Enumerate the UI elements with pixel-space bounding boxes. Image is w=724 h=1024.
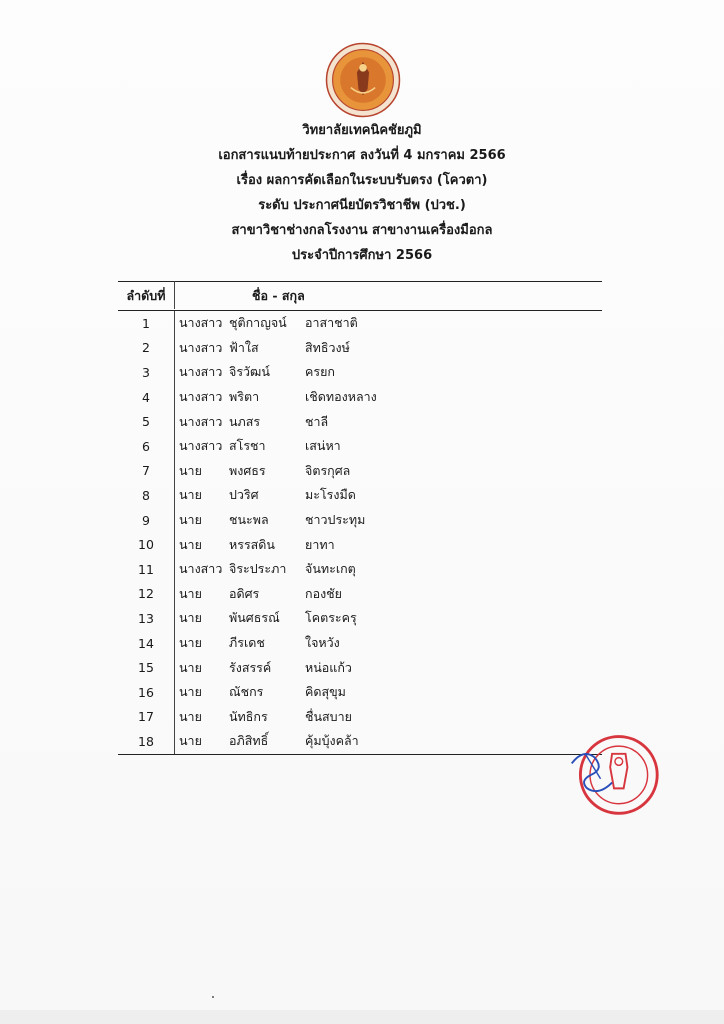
row-number: 4: [142, 389, 150, 405]
program-line: สาขาวิชาช่างกลโรงงาน สาขางานเครื่องมือกล: [231, 223, 493, 238]
row-number: 14: [138, 635, 154, 651]
row-first-name: นัทธิกร: [229, 708, 268, 724]
row-number: 16: [138, 684, 154, 700]
row-number: 3: [142, 364, 150, 380]
row-first-name: พันศธรณ์: [229, 610, 280, 626]
row-name-cell: [174, 508, 602, 533]
college-name: วิทยาลัยเทคนิคชัยภูมิ: [302, 123, 422, 138]
subject-line: เรื่อง ผลการคัดเลือกในระบบรับตรง (โควตา): [236, 173, 488, 188]
row-number: 9: [142, 512, 150, 528]
level-line: ระดับ ประกาศนียบัตรวิชาชีพ (ปวช.): [258, 198, 466, 213]
scan-bottom-edge: [0, 1010, 724, 1024]
college-seal-icon: [325, 42, 401, 118]
row-last-name: เสน่หา: [305, 438, 341, 454]
row-name-cell: [174, 409, 602, 434]
row-first-name: ฟ้าใส: [229, 339, 259, 355]
row-first-name: จิรวัฒน์: [229, 364, 270, 380]
row-title: นาย: [179, 733, 202, 749]
row-title: นาย: [179, 610, 202, 626]
row-name-cell: [174, 631, 602, 656]
row-last-name: ชาวประทุม: [305, 512, 366, 528]
row-number: 6: [142, 438, 150, 454]
row-name-cell: [174, 729, 602, 754]
table-row: [118, 360, 602, 385]
row-first-name: ชนะพล: [229, 512, 269, 528]
row-last-name: ชาลี: [305, 413, 329, 429]
row-number: 10: [138, 537, 154, 553]
row-title: นาย: [179, 659, 202, 675]
table-row: [118, 336, 602, 361]
row-number: 8: [142, 487, 150, 503]
row-name-cell: [174, 655, 602, 680]
row-last-name: คิดสุขุม: [305, 684, 346, 700]
row-last-name: จิตรกุศล: [305, 462, 351, 478]
row-last-name: มะโรงมืด: [305, 487, 356, 503]
table-row: [118, 508, 602, 533]
row-number: 2: [142, 340, 150, 356]
row-first-name: รังสรรค์: [229, 659, 272, 675]
row-number: 7: [142, 463, 150, 479]
row-number: 5: [142, 414, 150, 430]
table-row: [118, 582, 602, 607]
row-title: นางสาว: [179, 389, 223, 405]
table-row: [118, 631, 602, 656]
row-number: 17: [138, 709, 154, 725]
row-first-name: พงศธร: [229, 462, 266, 478]
row-last-name: ชื่นสบาย: [305, 708, 352, 724]
row-last-name: หน่อแก้ว: [305, 659, 352, 675]
row-title: นาย: [179, 462, 202, 478]
row-first-name: อดิศร: [229, 585, 260, 601]
table-row: [118, 483, 602, 508]
row-name-cell: [174, 385, 602, 410]
row-first-name: ณัชกร: [229, 684, 264, 700]
table-row: [118, 311, 602, 336]
row-title: นางสาว: [179, 561, 223, 577]
row-number: 15: [138, 660, 154, 676]
row-name-cell: [174, 434, 602, 459]
row-title: นางสาว: [179, 438, 223, 454]
row-name-cell: [174, 582, 602, 607]
row-name-cell: [174, 705, 602, 730]
table-row: [118, 680, 602, 705]
row-name-cell: [174, 680, 602, 705]
column-header-no: ลำดับที่: [126, 288, 166, 303]
table-row: [118, 532, 602, 557]
row-first-name: สโรชา: [229, 438, 266, 454]
row-title: นางสาว: [179, 364, 223, 380]
table-row: [118, 385, 602, 410]
row-title: นาย: [179, 585, 202, 601]
row-last-name: คุ้มบุ้งคล้า: [305, 733, 359, 749]
row-name-cell: [174, 557, 602, 582]
row-title: นาย: [179, 512, 202, 528]
row-first-name: ชุติกาญจน์: [229, 315, 287, 331]
table-row: [118, 729, 602, 755]
row-last-name: จันทะเกตุ: [305, 561, 356, 577]
announcement-attachment: เอกสารแนบท้ายประกาศ ลงวันที่ 4 มกราคม 2566: [218, 148, 506, 163]
row-title: นาย: [179, 487, 202, 503]
row-first-name: จิระประภา: [229, 561, 287, 577]
row-title: นางสาว: [179, 339, 223, 355]
row-last-name: ยาทา: [305, 536, 335, 552]
row-number: 13: [138, 610, 154, 626]
row-name-cell: [174, 360, 602, 385]
row-title: นางสาว: [179, 315, 223, 331]
row-number: 11: [138, 561, 154, 577]
row-last-name: อาสาชาติ: [305, 315, 358, 331]
row-name-cell: [174, 311, 602, 336]
row-first-name: พริตา: [229, 389, 260, 405]
row-last-name: เชิดทองหลาง: [305, 389, 377, 405]
row-title: นางสาว: [179, 413, 223, 429]
row-last-name: สิทธิวงษ์: [305, 339, 350, 355]
table-row: [118, 557, 602, 582]
row-name-cell: [174, 336, 602, 361]
academic-year-line: ประจำปีการศึกษา 2566: [291, 248, 433, 263]
table-row: [118, 705, 602, 730]
row-first-name: นภสร: [229, 413, 261, 429]
document-header: [120, 118, 604, 268]
row-number: 1: [142, 315, 150, 331]
table-row: [118, 606, 602, 631]
header-divider: [174, 281, 175, 309]
row-first-name: ภีรเดช: [229, 635, 265, 651]
row-title: นาย: [179, 708, 202, 724]
table-body: [118, 311, 602, 755]
row-last-name: ใจหวัง: [305, 635, 340, 651]
row-first-name: หรรสดิน: [229, 536, 275, 552]
row-number: 12: [138, 586, 154, 602]
row-name-cell: [174, 483, 602, 508]
row-title: นาย: [179, 684, 202, 700]
row-first-name: อภิสิทธิ์: [229, 733, 269, 749]
row-name-cell: [174, 532, 602, 557]
table-row: [118, 434, 602, 459]
table-row: [118, 459, 602, 484]
scan-speck: [212, 996, 214, 998]
official-stamp-icon: [566, 725, 662, 821]
table-row: [118, 655, 602, 680]
row-last-name: ครยก: [305, 364, 335, 380]
row-last-name: กองชัย: [305, 585, 342, 601]
row-number: 18: [138, 733, 154, 749]
table-header: [118, 282, 602, 311]
table-row: [118, 409, 602, 434]
row-first-name: ปวริศ: [229, 487, 259, 503]
column-header-name: ชื่อ - สกุล: [252, 288, 305, 303]
row-name-cell: [174, 459, 602, 484]
row-name-cell: [174, 606, 602, 631]
row-title: นาย: [179, 536, 202, 552]
results-table: [118, 281, 602, 755]
row-last-name: โคตระครุ: [305, 610, 357, 626]
row-title: นาย: [179, 635, 202, 651]
